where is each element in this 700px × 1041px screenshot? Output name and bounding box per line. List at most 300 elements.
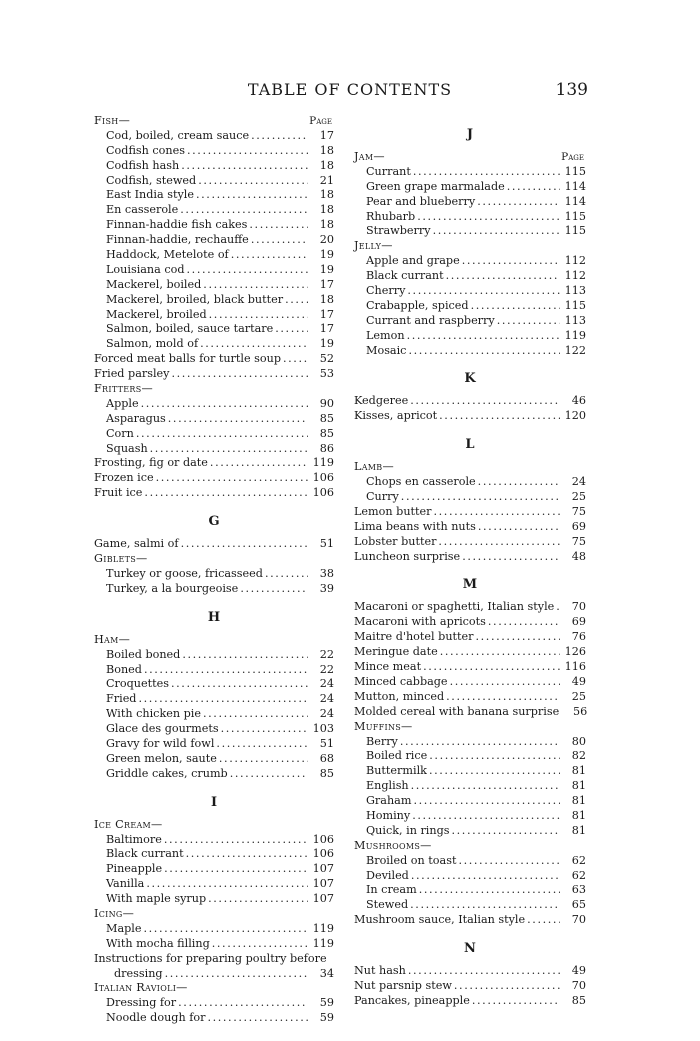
toc-entry-label: Green grape marmalade	[366, 179, 505, 193]
toc-entry-label: Codfish hash	[106, 158, 180, 172]
toc-entry-page: 51	[319, 736, 334, 750]
toc-entry-label: Deviled	[366, 868, 409, 882]
toc-entry-page: 85	[571, 993, 586, 1007]
toc-entry-page: 34	[319, 966, 334, 980]
dot-leader	[150, 442, 308, 457]
toc-entry	[94, 767, 334, 782]
dot-leader	[209, 308, 308, 323]
toc-entry	[354, 964, 586, 979]
dot-leader	[181, 537, 308, 552]
toc-entry-label: Rhubarb	[366, 209, 416, 223]
toc-entry-page: 126	[564, 645, 586, 659]
toc-entry-page: 17	[319, 322, 334, 336]
toc-entry	[354, 824, 586, 839]
toc-entry	[354, 883, 586, 898]
toc-entry-label: Boned	[106, 662, 142, 676]
toc-entry-page: 114	[564, 194, 586, 208]
dot-leader	[556, 600, 560, 615]
toc-entry-page: 24	[319, 692, 334, 706]
toc-entry	[354, 299, 586, 314]
toc-entry	[354, 224, 586, 239]
toc-entry	[354, 660, 586, 675]
toc-entry-page: 69	[571, 615, 586, 629]
toc-entry	[94, 263, 334, 278]
toc-entry	[354, 535, 586, 550]
dot-leader	[285, 293, 308, 308]
toc-entry	[354, 550, 586, 565]
toc-entry-label: Graham	[366, 794, 412, 808]
page-header	[0, 80, 700, 104]
toc-entry	[354, 329, 586, 344]
toc-entry-page: 119	[312, 936, 334, 950]
toc-entry	[94, 308, 334, 323]
toc-entry-label: English	[366, 779, 409, 793]
toc-entry	[94, 752, 334, 767]
toc-entry	[354, 600, 586, 615]
dot-leader	[438, 535, 560, 550]
toc-entry	[94, 174, 334, 189]
dot-leader	[462, 550, 560, 565]
toc-entry	[354, 779, 586, 794]
dot-leader	[200, 337, 308, 352]
dot-leader	[208, 892, 308, 907]
toc-entry	[354, 505, 586, 520]
toc-entry-page: 19	[319, 248, 334, 262]
dot-leader	[156, 471, 308, 486]
dot-leader	[144, 922, 309, 937]
toc-entry	[354, 210, 586, 225]
toc-entry-page: 107	[312, 862, 334, 876]
toc-entry	[94, 278, 334, 293]
toc-entry-label: Berry	[366, 734, 398, 748]
toc-entry-page: 18	[319, 218, 334, 232]
toc-entry	[94, 833, 334, 848]
toc-entry	[354, 690, 586, 705]
toc-entry-label: Mutton, minced	[354, 689, 445, 703]
dot-leader	[164, 862, 308, 877]
toc-entry	[354, 520, 586, 535]
toc-entry-page: 18	[319, 143, 334, 157]
dot-leader	[472, 994, 560, 1009]
contents-column-left	[94, 114, 334, 1026]
toc-entry-page: 115	[564, 164, 586, 178]
dot-leader	[454, 979, 560, 994]
toc-entry	[94, 937, 334, 952]
toc-entry-page: 107	[312, 892, 334, 906]
toc-entry	[94, 352, 334, 367]
toc-entry-page: 38	[319, 566, 334, 580]
toc-entry-page: 115	[564, 224, 586, 238]
toc-entry-page: 18	[319, 188, 334, 202]
toc-entry-label: Boiled rice	[366, 749, 428, 763]
toc-entry-page: 63	[571, 883, 586, 897]
dot-leader	[408, 344, 560, 359]
toc-entry-page: 81	[571, 794, 586, 808]
toc-entry	[94, 188, 334, 203]
toc-entry	[94, 996, 334, 1011]
dot-leader	[410, 394, 560, 409]
toc-entry	[94, 663, 334, 678]
toc-entry-label: Louisiana cod	[106, 262, 185, 276]
toc-entry-label: Broiled on toast	[366, 853, 457, 867]
dot-leader	[212, 937, 308, 952]
toc-entry	[94, 707, 334, 722]
category-heading	[94, 552, 334, 567]
category-heading-label: Jelly—	[354, 239, 393, 253]
dot-leader	[196, 188, 308, 203]
dot-leader	[477, 195, 560, 210]
toc-entry-page: 112	[564, 254, 586, 268]
toc-entry-label: Lemon butter	[354, 504, 432, 518]
toc-entry-page: 120	[564, 409, 586, 423]
toc-entry	[354, 764, 586, 779]
toc-entry	[354, 490, 586, 505]
dot-leader	[275, 322, 308, 337]
toc-entry-page: 119	[312, 921, 334, 935]
category-heading	[94, 633, 334, 648]
dot-leader	[401, 490, 560, 505]
category-heading-label: Ice Cream—	[94, 817, 163, 831]
toc-entry-page: 46	[571, 394, 586, 408]
toc-entry-page: 48	[571, 549, 586, 563]
toc-entry-label: Croquettes	[106, 677, 169, 691]
toc-entry-label: Quick, in rings	[366, 823, 450, 837]
dot-leader	[251, 129, 308, 144]
toc-entry-page: 81	[571, 764, 586, 778]
toc-entry-page: 18	[319, 292, 334, 306]
dot-leader	[187, 144, 308, 159]
page-column-label: Page	[309, 115, 332, 127]
toc-entry-label: Kedgeree	[354, 394, 409, 408]
toc-entry-page: 81	[571, 779, 586, 793]
toc-entry	[354, 344, 586, 359]
dot-leader	[475, 630, 560, 645]
toc-entry-page: 106	[312, 471, 334, 485]
toc-entry-page: 106	[312, 832, 334, 846]
toc-entry-page: 39	[319, 581, 334, 595]
toc-entry-page: 53	[319, 367, 334, 381]
category-heading	[354, 239, 586, 254]
toc-entry-page: 113	[564, 313, 586, 327]
toc-entry-page: 106	[312, 847, 334, 861]
toc-entry	[354, 645, 586, 660]
toc-entry-label: Lobster butter	[354, 534, 437, 548]
toc-entry	[354, 630, 586, 645]
dot-leader	[488, 615, 560, 630]
toc-entry	[94, 159, 334, 174]
toc-entry	[94, 862, 334, 877]
dot-leader	[450, 675, 560, 690]
toc-entry-label: Stewed	[366, 898, 409, 912]
toc-entry-label: Cherry	[366, 284, 406, 298]
toc-entry-page: 85	[319, 426, 334, 440]
toc-entry	[94, 537, 334, 552]
toc-entry-label: Pear and blueberry	[366, 194, 476, 208]
toc-entry-label: Pineapple	[106, 862, 163, 876]
dot-leader	[446, 690, 560, 705]
category-heading	[94, 981, 334, 996]
dot-leader	[207, 1011, 308, 1026]
toc-entry	[354, 794, 586, 809]
dot-leader	[144, 663, 308, 678]
dot-leader	[407, 329, 560, 344]
category-heading-label: Giblets—	[94, 552, 148, 566]
toc-entry	[94, 218, 334, 233]
toc-entry-page: 62	[571, 868, 586, 882]
toc-entry-label: Maple	[106, 921, 142, 935]
toc-entry	[94, 582, 334, 597]
dot-leader	[423, 660, 560, 675]
dot-leader	[478, 520, 560, 535]
toc-entry	[354, 409, 586, 424]
toc-entry-page: 19	[319, 262, 334, 276]
dot-leader	[210, 456, 308, 471]
toc-entry-page: 90	[319, 396, 334, 410]
toc-entry-label: Kisses, apricot	[354, 409, 438, 423]
toc-entry-page: 22	[319, 647, 334, 661]
toc-entry-label: With chicken pie	[106, 707, 201, 721]
toc-entry-page: 85	[319, 411, 334, 425]
toc-entry-page: 85	[319, 766, 334, 780]
toc-entry-label: Fried parsley	[94, 367, 170, 381]
toc-entry-label: With mocha filling	[106, 936, 210, 950]
section-letter: J	[466, 127, 474, 142]
dot-leader	[527, 913, 560, 928]
toc-entry-label: Minced cabbage	[354, 674, 448, 688]
dot-leader	[165, 967, 308, 982]
toc-entry-label: Luncheon surprise	[354, 549, 461, 563]
toc-entry-page: 80	[571, 734, 586, 748]
toc-entry-page: 18	[319, 203, 334, 217]
toc-entry-label: Squash	[106, 441, 148, 455]
toc-entry-label: Macaroni or spaghetti, Italian style	[354, 600, 555, 614]
toc-entry	[94, 567, 334, 582]
toc-entry-label: Chops en casserole	[366, 475, 476, 489]
toc-entry-page: 76	[571, 630, 586, 644]
toc-entry-page: 49	[571, 964, 586, 978]
dot-leader	[203, 707, 308, 722]
category-heading	[94, 818, 334, 833]
toc-entry-label: Codfish cones	[106, 143, 185, 157]
toc-entry	[94, 322, 334, 337]
toc-entry-label: Turkey or goose, fricasseed	[106, 566, 263, 580]
dot-leader	[240, 582, 308, 597]
toc-entry-page: 19	[319, 337, 334, 351]
toc-entry-page: 115	[564, 209, 586, 223]
dot-leader	[249, 218, 308, 233]
toc-entry-label: Maitre d'hotel butter	[354, 630, 474, 644]
toc-entry	[94, 456, 334, 471]
toc-entry-label: Salmon, boiled, sauce tartare	[106, 322, 274, 336]
page-number: 139	[555, 80, 588, 100]
toc-entry-label: Asparagus	[106, 411, 166, 425]
toc-entry	[354, 394, 586, 409]
dot-leader	[417, 210, 560, 225]
dot-leader	[412, 809, 560, 824]
category-heading-label: Icing—	[94, 906, 135, 920]
toc-entry-page: 82	[571, 749, 586, 763]
toc-entry-label: Currant and raspberry	[366, 313, 495, 327]
toc-entry-page: 49	[571, 674, 586, 688]
toc-entry-label: Lima beans with nuts	[354, 519, 476, 533]
toc-entry-label: Hominy	[366, 808, 411, 822]
toc-entry	[354, 898, 586, 913]
dot-leader	[182, 648, 308, 663]
toc-entry-page: 113	[564, 284, 586, 298]
toc-entry	[94, 877, 334, 892]
toc-entry-label: Mosaic	[366, 343, 407, 357]
dot-leader	[178, 996, 308, 1011]
page-column-label: Page	[561, 151, 584, 163]
toc-entry-label: Black currant	[106, 847, 184, 861]
toc-entry-page: 119	[312, 456, 334, 470]
toc-entry-page: 107	[312, 877, 334, 891]
dot-leader	[187, 263, 308, 278]
section-letter: M	[462, 577, 478, 593]
toc-entry-label: Black currant	[366, 269, 444, 283]
toc-entry-page: 81	[571, 808, 586, 822]
dot-leader	[429, 764, 560, 779]
dot-leader	[462, 254, 560, 269]
toc-entry-label: Frosting, fig or date	[94, 456, 208, 470]
toc-entry	[354, 749, 586, 764]
toc-entry	[354, 165, 586, 180]
toc-entry-page: 75	[571, 534, 586, 548]
dot-leader	[144, 486, 308, 501]
toc-entry-label: Glace des gourmets	[106, 722, 219, 736]
toc-entry	[354, 994, 586, 1009]
category-heading-label: Jam—	[354, 150, 385, 163]
toc-entry-page: 18	[319, 158, 334, 172]
toc-entry-label: Dressing for	[106, 996, 177, 1010]
toc-entry	[94, 337, 334, 352]
toc-entry	[94, 129, 334, 144]
toc-entry	[354, 675, 586, 690]
section-letter: K	[464, 371, 476, 387]
toc-entry-label: Fried	[106, 692, 137, 706]
dot-leader	[433, 505, 560, 520]
toc-entry	[354, 195, 586, 210]
toc-entry	[94, 471, 334, 486]
dot-leader	[471, 299, 560, 314]
toc-entry-page: 69	[571, 519, 586, 533]
dot-leader	[230, 767, 308, 782]
toc-entry	[354, 809, 586, 824]
toc-entry-label: In cream	[366, 883, 417, 897]
category-heading-label: Lamb—	[354, 460, 394, 474]
dot-leader	[203, 278, 308, 293]
toc-entry-page: 114	[564, 179, 586, 193]
dot-leader	[419, 883, 560, 898]
toc-entry	[94, 203, 334, 218]
toc-entry-page: 20	[319, 233, 334, 247]
toc-entry-label: Apple	[106, 396, 139, 410]
dot-leader	[407, 284, 560, 299]
section-letter: I	[210, 794, 218, 810]
toc-entry	[94, 952, 334, 967]
toc-entry	[94, 737, 334, 752]
toc-entry-page: 70	[571, 913, 586, 927]
toc-entry-page: 122	[564, 343, 586, 357]
dot-leader	[478, 475, 560, 490]
toc-entry-label: Haddock, Metelote of	[106, 248, 229, 262]
dot-leader	[413, 165, 560, 180]
dot-leader	[181, 159, 308, 174]
toc-entry-page: 24	[571, 475, 586, 489]
category-heading	[94, 382, 334, 397]
toc-entry-label: Nut parsnip stew	[354, 978, 452, 992]
toc-entry-page: 25	[571, 490, 586, 504]
dot-leader	[283, 352, 308, 367]
toc-entry	[354, 475, 586, 490]
dot-leader	[413, 794, 560, 809]
category-heading-label: Fish—	[94, 114, 131, 127]
toc-entry-label: Macaroni with apricots	[354, 615, 486, 629]
category-heading	[354, 150, 586, 165]
toc-entry	[94, 293, 334, 308]
dot-leader	[251, 233, 308, 248]
category-heading-label: Italian Ravioli—	[94, 981, 188, 995]
dot-leader	[458, 854, 560, 869]
category-heading	[94, 907, 334, 922]
dot-leader	[400, 735, 560, 750]
category-heading	[354, 460, 586, 475]
toc-entry-label: Salmon, mold of	[106, 337, 199, 351]
toc-entry	[354, 180, 586, 195]
toc-entry-page: 51	[319, 537, 334, 551]
toc-entry	[94, 922, 334, 937]
category-heading-label: Ham—	[94, 632, 131, 646]
dot-leader	[446, 269, 560, 284]
dot-leader	[136, 427, 308, 442]
dot-leader	[439, 409, 560, 424]
toc-entry-label: Forced meat balls for turtle soup	[94, 352, 281, 366]
toc-entry	[94, 722, 334, 737]
toc-entry	[94, 397, 334, 412]
toc-entry	[94, 486, 334, 501]
toc-entry	[94, 648, 334, 663]
toc-entry-page: 119	[564, 328, 586, 342]
toc-entry-label: Corn	[106, 426, 134, 440]
toc-entry-page: 21	[319, 173, 334, 187]
toc-entry-label: Crabapple, spiced	[366, 298, 469, 312]
toc-entry	[354, 869, 586, 884]
toc-entry-label: Baltimore	[106, 832, 162, 846]
dot-leader	[410, 898, 560, 913]
toc-entry	[354, 979, 586, 994]
dot-leader	[408, 964, 560, 979]
toc-entry-label: Apple and grape	[366, 254, 460, 268]
toc-entry-label: East India style	[106, 188, 194, 202]
dot-leader	[411, 869, 560, 884]
toc-entry-page: 81	[571, 823, 586, 837]
toc-entry	[94, 967, 334, 982]
toc-entry-page: 70	[571, 978, 586, 992]
toc-entry	[354, 705, 586, 720]
dot-leader	[497, 314, 560, 329]
dot-leader	[186, 847, 308, 862]
dot-leader	[411, 779, 560, 794]
toc-entry-label: Mushroom sauce, Italian style	[354, 913, 526, 927]
toc-entry	[354, 284, 586, 299]
toc-entry-label: Meringue date	[354, 645, 438, 659]
dot-leader	[440, 645, 560, 660]
toc-entry-page: 25	[571, 689, 586, 703]
toc-entry-page: 56	[572, 704, 588, 718]
category-heading	[354, 720, 586, 735]
section-letter: H	[207, 609, 221, 625]
toc-entry-label: Strawberry	[366, 224, 431, 238]
